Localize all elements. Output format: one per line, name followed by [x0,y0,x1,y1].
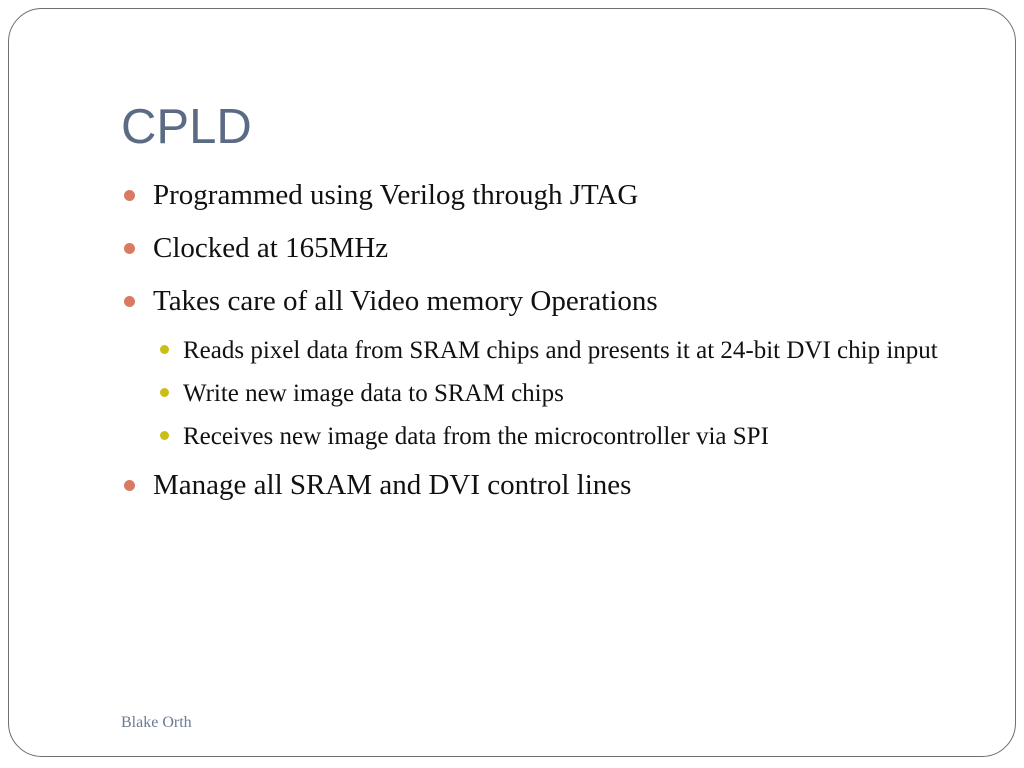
sub-bullet-dot-icon [160,388,169,397]
sub-bullet-item [158,330,981,371]
bullet-item [121,228,981,268]
slide-footer: Blake Orth [121,714,192,731]
sub-bullet-item [158,373,981,414]
sub-bullet-dot-icon [160,431,169,440]
bullet-dot-icon [124,296,135,307]
bullet-list [121,175,981,518]
slide-frame [8,8,1016,757]
bullet-item [121,465,981,505]
bullet-text: Takes care of all Video memory Operations [153,285,658,317]
bullet-item [121,281,981,321]
sub-bullet-dot-icon [160,345,169,354]
slide-title: CPLD [121,100,252,154]
bullet-text: Clocked at 165MHz [153,232,389,264]
sub-bullet-text: Receives new image data from the microcontroller via SPI [183,423,769,450]
bullet-dot-icon [124,190,135,201]
bullet-dot-icon [124,480,135,491]
sub-bullet-text: Write new image data to SRAM chips [183,380,564,407]
bullet-item [121,175,981,215]
bullet-dot-icon [124,243,135,254]
bullet-text: Programmed using Verilog through JTAG [153,179,639,211]
bullet-text: Manage all SRAM and DVI control lines [153,469,632,501]
sub-bullet-text: Reads pixel data from SRAM chips and presents it at 24-bit DVI chip input [183,337,938,364]
sub-bullet-item [158,416,981,457]
